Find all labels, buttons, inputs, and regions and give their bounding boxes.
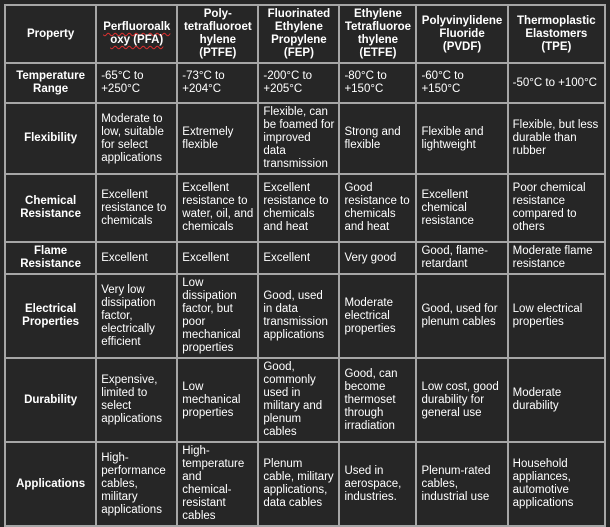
row-property: Durability	[6, 359, 95, 441]
table-cell: Moderate durability	[509, 359, 604, 441]
table-row	[6, 175, 604, 241]
table-cell: Moderate to low, suitable for select applications	[97, 104, 176, 173]
table-cell: Low dissipation factor, but poor mechanical properties	[178, 275, 257, 357]
header-material: Thermoplastic Elastomers (TPE)	[509, 6, 604, 62]
header-material	[97, 6, 176, 62]
table-cell: -65°C to +250°C	[97, 64, 176, 102]
table-cell: Excellent resistance to chemicals and heat	[259, 175, 338, 241]
table-cell: -80°C to +150°C	[340, 64, 415, 102]
row-property: Flame Resistance	[6, 243, 95, 273]
table-cell: -73°C to +204°C	[178, 64, 257, 102]
table-cell: Strong and flexible	[340, 104, 415, 173]
table-cell: Good, used for plenum cables	[417, 275, 506, 357]
table-row	[6, 359, 604, 441]
table-row	[6, 64, 604, 102]
table-cell: High-performance cables, military applications	[97, 443, 176, 525]
header-material: Fluorinated Ethylene Propylene (FEP)	[259, 6, 338, 62]
table-cell: Good, used in data transmission applications	[259, 275, 338, 357]
table-cell: Flexible, but less durable than rubber	[509, 104, 604, 173]
table-cell: Very low dissipation factor, electrically efficient	[97, 275, 176, 357]
table-cell: Plenum cable, military applications, data cables	[259, 443, 338, 525]
table-cell: Good, can become thermoset through irradiation	[340, 359, 415, 441]
table-cell: Expensive, limited to select applications	[97, 359, 176, 441]
table-cell: Plenum-rated cables, industrial use	[417, 443, 506, 525]
table-cell: Excellent	[259, 243, 338, 273]
header-property: Property	[6, 6, 95, 62]
table-cell: Poor chemical resistance compared to others	[509, 175, 604, 241]
row-property: Applications	[6, 443, 95, 525]
table-cell: Household appliances, automotive applications	[509, 443, 604, 525]
table-cell: Excellent chemical resistance	[417, 175, 506, 241]
table-row	[6, 443, 604, 525]
table-cell: Moderate electrical properties	[340, 275, 415, 357]
table-cell: Excellent	[178, 243, 257, 273]
table-cell: Excellent	[97, 243, 176, 273]
table-row	[6, 275, 604, 357]
table-cell: -60°C to +150°C	[417, 64, 506, 102]
header-material-label: Perfluoroalkoxy (PFA)	[103, 21, 171, 46]
table-row	[6, 243, 604, 273]
table-cell: Good, flame-retardant	[417, 243, 506, 273]
table-cell: -200°C to +205°C	[259, 64, 338, 102]
header-material: Ethylene Tetrafluoroethylene (ETFE)	[340, 6, 415, 62]
table-cell: Very good	[340, 243, 415, 273]
comparison-table-container	[4, 4, 606, 522]
table-cell: Excellent resistance to water, oil, and chemicals	[178, 175, 257, 241]
cable-material-comparison-table	[4, 4, 606, 527]
table-cell: Low electrical properties	[509, 275, 604, 357]
table-cell: Used in aerospace, industries.	[340, 443, 415, 525]
table-cell: Extremely flexible	[178, 104, 257, 173]
table-row	[6, 104, 604, 173]
table-cell: Excellent resistance to chemicals	[97, 175, 176, 241]
header-material: Poly-tetrafluoroethylene (PTFE)	[178, 6, 257, 62]
table-cell: Moderate flame resistance	[509, 243, 604, 273]
table-cell: Low mechanical properties	[178, 359, 257, 441]
table-cell: -50°C to +100°C	[509, 64, 604, 102]
row-property: Chemical Resistance	[6, 175, 95, 241]
table-cell: Flexible and lightweight	[417, 104, 506, 173]
header-row	[6, 6, 604, 62]
table-cell: High-temperature and chemical-resistant cables	[178, 443, 257, 525]
table-cell: Low cost, good durability for general use	[417, 359, 506, 441]
table-cell: Flexible, can be foamed for improved data transmission	[259, 104, 338, 173]
row-property: Temperature Range	[6, 64, 95, 102]
row-property: Electrical Properties	[6, 275, 95, 357]
table-cell: Good resistance to chemicals and heat	[340, 175, 415, 241]
header-material: Polyvinylidene Fluoride (PVDF)	[417, 6, 506, 62]
row-property: Flexibility	[6, 104, 95, 173]
table-cell: Good, commonly used in military and plenum cables	[259, 359, 338, 441]
